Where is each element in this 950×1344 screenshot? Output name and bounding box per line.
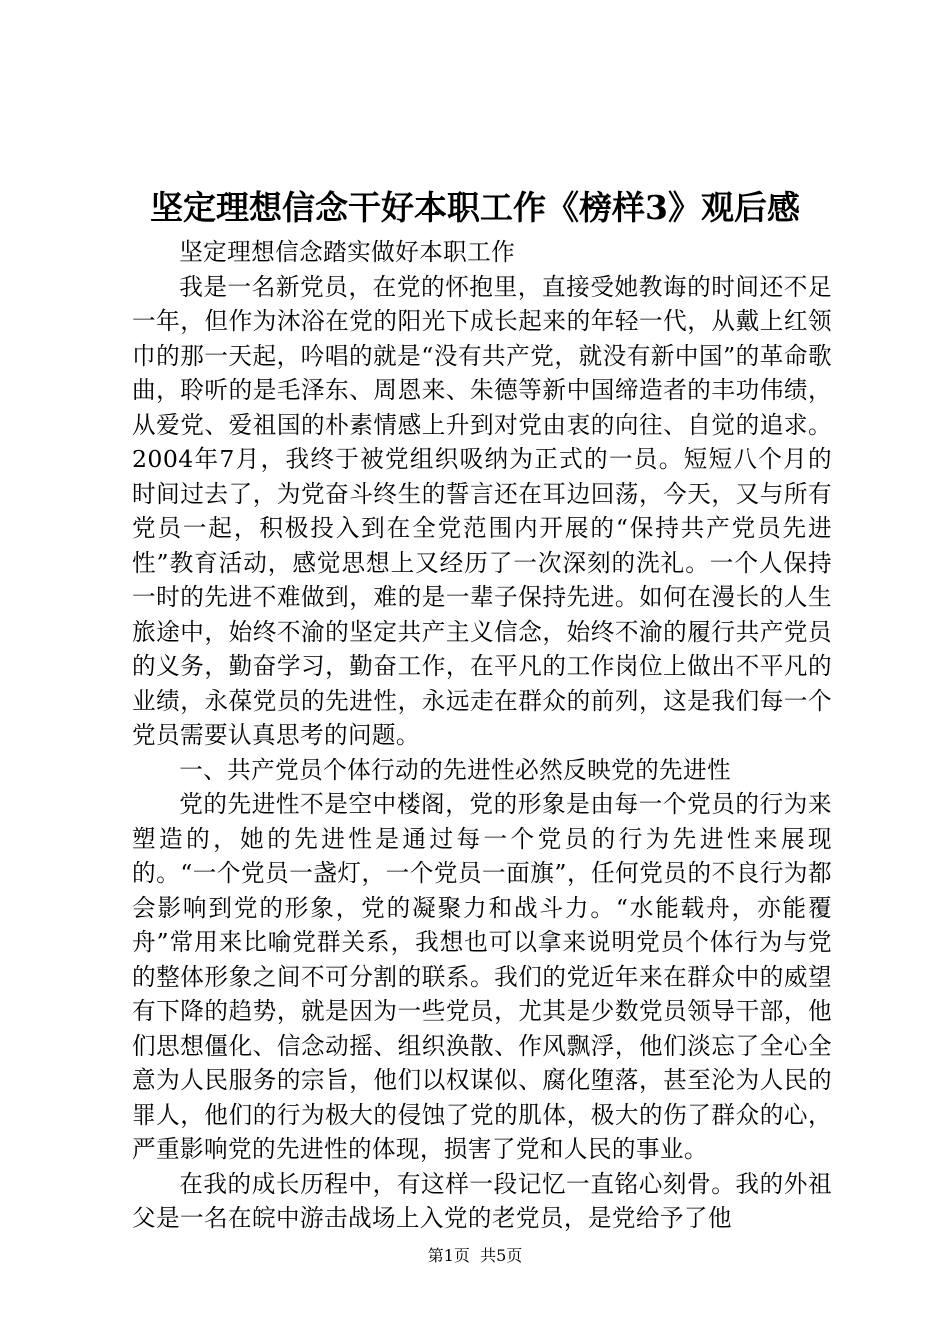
body-paragraph: 我是一名新党员，在党的怀抱里，直接受她教诲的时间还不足一年，但作为沐浴在党的阳光下成长起来的年轻一代，从戴上红领巾的那一天起，吟唱的就是“没有共产党，就没有新中国”的革命歌曲，聆听的是毛泽东、周恩来、朱德等新中国缔造者的丰功伟绩，从爱党、爱祖国的朴素情感上升到对党由衷的向往、自觉的追求。2004年7月，我终于被党组织吸纳为正式的一员。短短八个月的时间过去了，为党奋斗终生的誓言还在耳边回荡，今天，又与所有党员一起，积极投入到在全党范围内开展的“保持共产党员先进性”教育活动，感觉思想上又经历了一次深刻的洗礼。一个人保持一时的先进不难做到，难的是一辈子保持先进。如何在漫长的人生旅途中，始终不渝的坚定共产主义信念，始终不渝的履行共产党员的义务，勤奋学习，勤奋工作，在平凡的工作岗位上做出不平凡的业绩，永葆党员的先进性，永远走在群众的前列，这是我们每一个党员需要认真思考的问题。	[132, 272, 832, 749]
page-footer: 第1页 共5页	[427, 1246, 523, 1265]
document-title: 坚定理想信念干好本职工作《榜样3》观后感	[150, 188, 800, 227]
body-paragraph: 在我的成长历程中，有这样一段记忆一直铭心刻骨。我的外祖父是一名在皖中游击战场上入党的老党员，是党给予了他	[132, 1169, 832, 1232]
section-heading: 一、共产党员个体行动的先进性必然反映党的先进性	[179, 755, 732, 784]
document-body	[132, 235, 832, 1236]
body-paragraph: 党的先进性不是空中楼阁，党的形象是由每一个党员的行为来塑造的，她的先进性是通过每一个党员的行为先进性来展现的。“一个党员一盏灯，一个党员一面旗”，任何党员的不良行为都会影响到党的形象，党的凝聚力和战斗力。“水能载舟，亦能覆舟”常用来比喻党群关系，我想也可以拿来说明党员个体行为与党的整体形象之间不可分割的联系。我们的党近年来在群众中的威望有下降的趋势，就是因为一些党员，尤其是少数党员领导干部，他们思想僵化、信念动摇、组织涣散、作风飘浮，他们淡忘了全心全意为人民服务的宗旨，他们以权谋似、腐化堕落，甚至沦为人民的罪人，他们的行为极大的侵蚀了党的肌体，极大的伤了群众的心，严重影响党的先进性的体现，损害了党和人民的事业。	[132, 790, 832, 1163]
subtitle-paragraph: 坚定理想信念踏实做好本职工作	[179, 238, 516, 266]
